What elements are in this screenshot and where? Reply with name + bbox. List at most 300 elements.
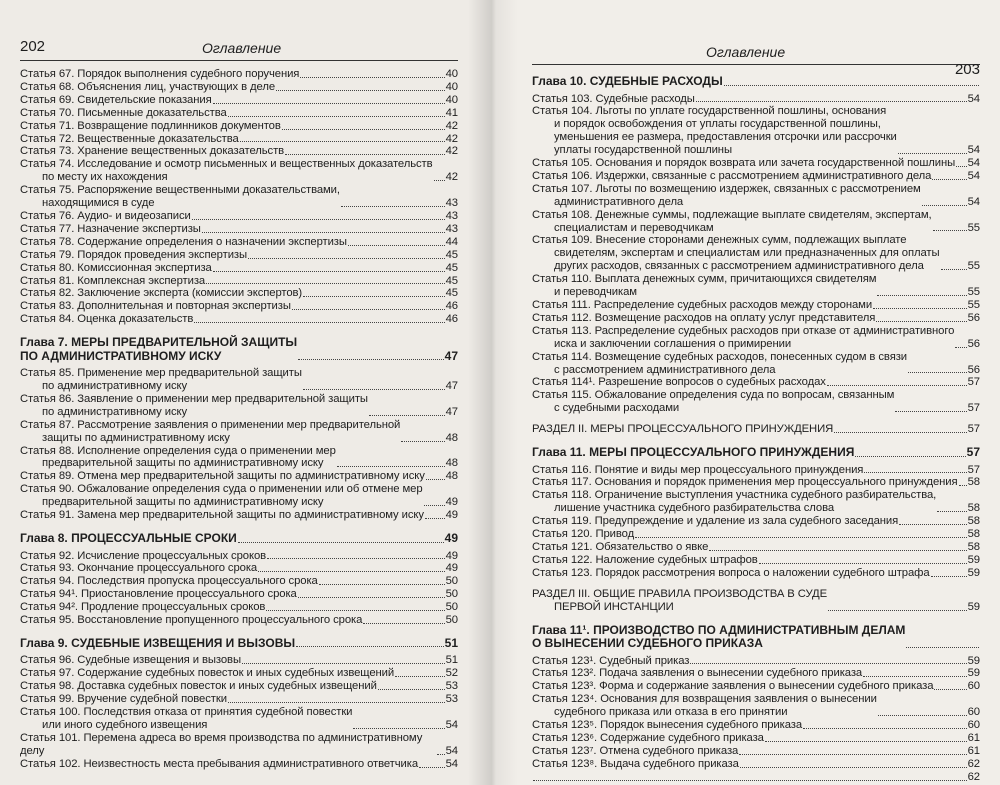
toc-entry-line: Статья 94¹. Приостановление процессуального срока (20, 588, 297, 601)
dot-leader (285, 154, 445, 155)
toc-section-heading (532, 588, 980, 614)
toc-entry-title (532, 170, 931, 183)
toc-entry-line: Статья 85. Применение мер предварительной защиты (20, 367, 302, 380)
dot-leader (240, 141, 445, 142)
dot-leader (276, 90, 445, 91)
toc-entry-line: Статья 101. Перемена адреса во время производства по административному делу (20, 731, 423, 757)
toc-page-number: 55 (967, 299, 980, 311)
toc-entry-continuation: с рассмотрением административного дела (554, 363, 776, 376)
toc-entry-title (20, 419, 400, 445)
dot-leader (827, 385, 967, 386)
toc-entry-continuation: предварительной защиты по административному иску (42, 457, 324, 470)
toc-entry-title (532, 464, 863, 477)
toc-entry-title (20, 706, 352, 732)
toc-entry-line: Глава 7. МЕРЫ ПРЕДВАРИТЕЛЬНОЙ ЗАЩИТЫ (20, 335, 298, 350)
toc-entry-line: Статья 97. Содержание судебных повесток и иных судебных извещений (20, 667, 395, 680)
toc-entry (20, 509, 458, 522)
toc-entry (20, 184, 458, 210)
dot-leader (956, 166, 966, 167)
toc-entry-title (532, 389, 894, 415)
right-page-number: 203 (954, 61, 980, 78)
toc-entry-title (532, 680, 933, 693)
toc-entry-line: Статья 120. Привод (532, 528, 635, 541)
toc-entry (532, 680, 980, 693)
toc-page-number: 47 (445, 405, 458, 418)
toc-page-number: 59 (967, 566, 980, 579)
toc-page-number: 49 (445, 549, 458, 562)
dot-leader (739, 754, 966, 755)
toc-entry-title (20, 184, 340, 210)
toc-entry (20, 313, 458, 326)
toc-entry-title (20, 68, 299, 81)
dot-leader (348, 245, 445, 246)
toc-entry (532, 771, 980, 784)
toc-entry-continuation: предварительной защиты по административному иску (42, 496, 324, 509)
toc-page-number: 56 (967, 311, 980, 324)
toc-entry (20, 367, 458, 393)
toc-entry-title (20, 393, 368, 419)
toc-entry-title (532, 745, 738, 758)
dot-leader (248, 258, 445, 259)
toc-entry-title (532, 667, 862, 680)
toc-entry-title (20, 236, 347, 249)
toc-entry-continuation: О ВЫНЕСЕНИИ СУДЕБНОГО ПРИКАЗА (532, 636, 763, 651)
toc-page-number: 51 (444, 635, 458, 650)
toc-entry (20, 575, 458, 588)
toc-entry (20, 275, 458, 288)
dot-leader (803, 728, 967, 729)
toc-page-number: 54 (445, 757, 458, 770)
toc-page-number: 40 (445, 68, 458, 80)
toc-entry-line: Статья 109. Внесение сторонами денежных сумм, подлежащих выплате (532, 234, 907, 247)
toc-entry-line: Статья 110. Выплата денежных сумм, причитающихся свидетелям (532, 273, 877, 286)
toc-entry-line: Статья 75. Распоряжение вещественными доказательствами, (20, 184, 340, 197)
toc-entry-line: Статья 98. Доставка судебных повесток и иных судебных извещений (20, 680, 377, 693)
toc-entry-title (532, 376, 826, 389)
toc-entry-title (532, 209, 932, 235)
toc-entry-line: Статья 105. Основания и порядок возврата или зачета государственной пошлины (532, 157, 956, 170)
toc-entry (20, 145, 458, 158)
toc-entry (20, 210, 458, 223)
dot-leader (828, 610, 967, 611)
dot-leader (213, 103, 445, 104)
toc-entry-title (20, 532, 237, 546)
toc-entry-title (20, 693, 227, 706)
toc-entry-line: Статья 96. Судебные извещения и вызовы (20, 654, 241, 667)
toc-entry-title (20, 758, 418, 771)
toc-entry-title (20, 654, 241, 667)
toc-page-number: 44 (445, 235, 458, 248)
dot-leader (369, 415, 445, 416)
toc-entry (20, 249, 458, 262)
toc-entry-line: Статья 117. Основания и порядок применения мер процессуального принуждения (532, 476, 958, 489)
dot-leader (298, 359, 443, 360)
dot-leader (922, 205, 967, 206)
dot-leader (395, 676, 445, 677)
toc-entry-line: Статья 68. Объяснения лиц, участвующих в деле (20, 80, 276, 93)
toc-entry (20, 445, 458, 471)
toc-page-number: 61 (967, 744, 980, 757)
toc-entry-title (20, 509, 424, 522)
dot-leader (908, 372, 967, 373)
toc-page-number: 53 (445, 680, 458, 693)
toc-entry-line: Статья 86. Заявление о применении мер предварительной защиты (20, 392, 368, 405)
dot-leader (932, 179, 966, 180)
toc-entry-line: Статья 100. Последствия отказа от принятия судебной повестки (20, 706, 353, 719)
toc-page-number: 54 (967, 144, 980, 157)
left-page-number: 202 (20, 38, 46, 55)
dot-leader (353, 728, 444, 729)
dot-leader (424, 505, 445, 506)
toc-entry (532, 105, 980, 157)
dot-leader (425, 518, 445, 519)
left-toc-list (20, 68, 458, 771)
toc-entry-title (20, 262, 212, 275)
toc-entry-title (20, 588, 297, 601)
toc-entry (532, 389, 980, 415)
toc-page-number: 45 (445, 274, 458, 287)
toc-entry-line: Статья 80. Комиссионная экспертиза (20, 261, 212, 274)
dot-leader (194, 322, 444, 323)
toc-entry-line: Статья 123⁵. Порядок вынесения судебного приказа (532, 719, 803, 732)
toc-entry (20, 588, 458, 601)
toc-page-number: 60 (967, 680, 980, 693)
toc-page-number: 59 (967, 553, 980, 566)
toc-page-number: 48 (445, 431, 458, 444)
toc-page-number: 49 (445, 496, 458, 509)
toc-entry-line: Статья 108. Денежные суммы, подлежащие выплате свидетелям, экспертам, (532, 208, 932, 221)
toc-entry-continuation: уплаты государственной пошлины (554, 144, 732, 157)
toc-entry-line: Статья 70. Письменные доказательства (20, 106, 227, 119)
toc-entry-title (532, 157, 955, 170)
toc-entry-line: Статья 115. Обжалование определения суда по вопросам, связанным (532, 389, 895, 402)
toc-entry (532, 667, 980, 680)
dot-leader (228, 116, 445, 117)
toc-entry-line: Глава 11. МЕРЫ ПРОЦЕССУАЛЬНОГО ПРИНУЖДЕНИЯ (532, 445, 855, 460)
toc-entry-line: Статья 99. Вручение судебной повестки (20, 693, 227, 706)
toc-entry-line: Глава 8. ПРОЦЕССУАЛЬНЫЕ СРОКИ (20, 531, 237, 545)
toc-page-number: 57 (967, 376, 980, 389)
dot-leader (934, 689, 966, 690)
dot-leader (863, 676, 967, 677)
toc-entry (20, 236, 458, 249)
toc-entry-continuation: ПЕРВОЙ ИНСТАНЦИИ (554, 600, 674, 613)
toc-entry-line: Статья 123². Подача заявления о вынесении судебного приказа (532, 667, 863, 680)
toc-entry (532, 515, 980, 528)
dot-leader (834, 432, 966, 433)
toc-entry-continuation: и переводчикам (554, 286, 637, 299)
toc-entry-line: Глава 9. СУДЕБНЫЕ ИЗВЕЩЕНИЯ И ВЫЗОВЫ (20, 635, 296, 650)
right-running-title: Оглавление (706, 44, 786, 60)
toc-entry (20, 562, 458, 575)
toc-entry (20, 419, 458, 445)
toc-entry (532, 528, 980, 541)
toc-entry-line: Статья 123⁷. Отмена судебного приказа (532, 744, 739, 757)
toc-entry (20, 706, 458, 732)
toc-entry-line: Статья 82. Заключение эксперта (комиссии экспертов) (20, 287, 303, 300)
toc-entry-line: Статья 69. Свидетельские показания (20, 93, 212, 106)
toc-entry (532, 312, 980, 325)
toc-entry (20, 470, 458, 483)
toc-page-number: 58 (967, 528, 980, 541)
toc-entry (532, 351, 980, 377)
toc-entry-title (20, 120, 281, 133)
toc-entry-title (532, 693, 877, 719)
toc-page-number: 60 (967, 719, 980, 732)
dot-leader (709, 550, 966, 551)
dot-leader (378, 689, 445, 690)
toc-entry-line: Статья 107. Льготы по возмещению издержек, связанных с рассмотрением (532, 182, 921, 195)
toc-entry-line: Статья 121. Обязательство о явке (532, 541, 709, 553)
dot-leader (267, 558, 445, 559)
toc-page-number: 43 (445, 222, 458, 235)
toc-entry-title (532, 351, 907, 377)
toc-entry-title (20, 94, 212, 107)
dot-leader (724, 85, 979, 86)
dot-leader (434, 180, 445, 181)
toc-entry-title (532, 105, 897, 157)
dot-leader (258, 571, 445, 572)
dot-leader (202, 232, 445, 233)
toc-entry-title (20, 300, 291, 313)
toc-entry-title (20, 81, 275, 94)
toc-entry-title (532, 719, 802, 732)
toc-entry-title (532, 423, 833, 436)
toc-entry-title (20, 614, 362, 627)
toc-entry-title (532, 273, 876, 299)
dot-leader (873, 308, 967, 309)
toc-page-number: 58 (967, 541, 980, 553)
toc-entry-continuation: с судебными расходами (554, 402, 680, 415)
toc-page-number: 50 (445, 588, 458, 601)
toc-entry-line: Глава 10. СУДЕБНЫЕ РАСХОДЫ (532, 74, 723, 88)
dot-leader (933, 230, 967, 231)
toc-page-number: 57 (967, 402, 980, 415)
toc-entry-line: Статья 71. Возвращение подлинников документов (20, 119, 281, 132)
toc-chapter-heading (20, 637, 458, 651)
toc-entry-line: Статья 78. Содержание определения о назначении экспертизы (20, 235, 347, 248)
dot-leader (238, 542, 444, 543)
toc-entry (20, 262, 458, 275)
toc-entry (532, 273, 980, 299)
dot-leader (319, 584, 445, 585)
toc-entry (532, 93, 980, 106)
toc-chapter-heading (532, 75, 980, 89)
toc-page-number: 50 (445, 575, 458, 588)
toc-page-number: 54 (445, 744, 458, 757)
toc-entry-line: Статья 73. Хранение вещественных доказательств (20, 145, 285, 158)
dot-leader (242, 663, 445, 664)
toc-entry-line: Статья 81. Комплексная экспертиза (20, 274, 206, 287)
dot-leader (877, 295, 966, 296)
dot-leader (282, 129, 445, 130)
toc-page-number: 41 (445, 106, 458, 119)
toc-page-number: 58 (967, 502, 980, 515)
toc-page-number: 43 (445, 209, 458, 222)
toc-entry (20, 133, 458, 146)
dot-leader (401, 441, 444, 442)
toc-entry-continuation: специалистам и переводчикам (554, 221, 714, 234)
toc-page-number: 46 (445, 300, 458, 313)
toc-entry (20, 300, 458, 313)
toc-entry-continuation: административного дела (554, 195, 684, 208)
toc-entry-title (532, 446, 854, 460)
toc-chapter-heading (532, 624, 980, 651)
toc-page-number: 57 (967, 463, 980, 476)
toc-entry-title (20, 550, 266, 563)
toc-entry-title (20, 367, 302, 393)
toc-entry-continuation: и порядок освобождения от уплаты государственной пошлины, (554, 118, 881, 131)
toc-entry-line: Глава 11¹. ПРОИЗВОДСТВО ПО АДМИНИСТРАТИВНЫМ ДЕЛАМ (532, 622, 906, 637)
toc-entry-line: Статья 67. Порядок выполнения судебного поручения (20, 68, 300, 80)
toc-chapter-heading (532, 446, 980, 460)
toc-entry-title (20, 575, 318, 588)
toc-entry (532, 325, 980, 351)
toc-page-number: 57 (966, 445, 980, 460)
toc-entry-continuation: по месту их нахождения (42, 171, 168, 184)
toc-entry-line: Статья 111. Распределение судебных расходов между сторонами (532, 299, 873, 311)
toc-entry-title (532, 567, 930, 580)
dot-leader (690, 663, 966, 664)
toc-entry-continuation: по административному иску (42, 380, 188, 393)
toc-entry (532, 234, 980, 273)
toc-entry-title (20, 637, 295, 651)
toc-entry-title (20, 667, 394, 680)
toc-entry-title (20, 223, 201, 236)
dot-leader (228, 702, 445, 703)
toc-entry-title (532, 93, 695, 106)
toc-entry-line: Статья 88. Исполнение определения суда о применении мер (20, 444, 336, 457)
toc-entry-line: Статья 92. Исчисление процессуальных сроков (20, 549, 267, 562)
toc-entry (20, 81, 458, 94)
toc-entry-continuation: иска и заключении соглашения о примирении (554, 337, 792, 350)
toc-page-number: 54 (967, 92, 980, 105)
toc-entry-title (20, 158, 433, 184)
toc-entry-line: Статья 79. Порядок проведения экспертизы (20, 248, 248, 261)
toc-entry-line: Статья 113. Распределение судебных расходов при отказе от административного (532, 324, 955, 337)
toc-page-number: 61 (967, 731, 980, 744)
toc-entry (20, 68, 458, 81)
toc-page-number: 46 (445, 313, 458, 326)
toc-entry-continuation: свидетелям, экспертам и специалистам или предназначенных для оплаты (554, 247, 940, 260)
toc-entry-title (532, 299, 872, 312)
right-page-header (532, 30, 980, 78)
toc-page-number: 59 (967, 600, 980, 613)
toc-page-number: 45 (445, 261, 458, 274)
toc-entry-line: Статья 94². Продление процессуальных сроков (20, 601, 266, 614)
toc-entry-line: Статья 114. Возмещение судебных расходов, понесенных судом в связи (532, 350, 908, 363)
dot-leader (941, 269, 967, 270)
toc-entry-line: Статья 89. Отмена мер предварительной защиты по административному иску (20, 470, 425, 483)
dot-leader (895, 411, 966, 412)
toc-entry-line: Статья 84. Оценка доказательств (20, 313, 194, 326)
toc-entry (532, 183, 980, 209)
toc-entry-title (20, 483, 423, 509)
toc-entry-title (532, 758, 739, 771)
dot-leader (213, 271, 445, 272)
dot-leader (337, 466, 445, 467)
toc-entry (20, 107, 458, 120)
toc-entry-title (20, 313, 193, 326)
toc-entry (20, 550, 458, 563)
toc-entry-title (532, 655, 689, 668)
dot-leader (906, 647, 979, 648)
dot-leader (955, 347, 966, 348)
toc-entry-line: Статья 123⁸. Выдача судебного приказа (532, 757, 739, 770)
toc-entry-title (532, 528, 634, 541)
toc-entry-line: Статья 72. Вещественные доказательства (20, 132, 239, 145)
toc-entry-title (20, 133, 239, 146)
toc-entry-title (532, 541, 708, 554)
toc-entry-line: Статья 118. Ограничение выступления участника судебного разбирательства, (532, 489, 937, 502)
toc-entry (532, 693, 980, 719)
toc-entry-title (20, 445, 336, 471)
toc-entry-line: Статья 123. Порядок рассмотрения вопроса о наложении судебного штрафа (532, 566, 930, 579)
dot-leader (878, 715, 967, 716)
toc-page-number: 56 (967, 337, 980, 350)
toc-entry-line: Статья 112. Возмещение расходов на оплату услуг представителя (532, 311, 876, 324)
toc-entry (532, 464, 980, 477)
dot-leader (864, 472, 966, 473)
dot-leader (341, 206, 445, 207)
dot-leader (426, 479, 445, 480)
dot-leader (765, 741, 967, 742)
toc-entry-title (20, 287, 302, 300)
dot-leader (296, 646, 444, 647)
toc-entry-continuation: судебного приказа или отказа в его принятии (554, 706, 788, 719)
toc-entry (20, 94, 458, 107)
toc-entry-title (532, 476, 958, 489)
toc-entry-continuation: по административному иску (42, 405, 188, 418)
dot-leader (363, 623, 444, 624)
toc-entry-title (532, 732, 764, 745)
toc-entry-title (532, 489, 936, 515)
toc-entry (20, 654, 458, 667)
toc-entry (20, 287, 458, 300)
toc-entry-line: Статья 91. Замена мер предварительной защиты по административному иску (20, 509, 424, 522)
toc-page-number: 43 (445, 197, 458, 210)
toc-entry (20, 693, 458, 706)
toc-entry-line: Статья 94. Последствия пропуска процессуального срока (20, 575, 318, 588)
toc-section-heading (532, 423, 980, 436)
toc-entry-title (20, 275, 205, 288)
toc-entry-title (20, 336, 297, 363)
toc-page-number: 57 (967, 423, 980, 436)
toc-entry (20, 614, 458, 627)
toc-entry (20, 223, 458, 236)
toc-page-number: 54 (967, 169, 980, 182)
toc-entry (532, 758, 980, 771)
toc-page-number: 60 (967, 706, 980, 719)
toc-page-number: 56 (967, 363, 980, 376)
right-page (492, 0, 1000, 785)
left-page-header (20, 26, 458, 61)
toc-entry (20, 483, 458, 509)
dot-leader (292, 309, 445, 310)
toc-entry-title (20, 470, 425, 483)
dot-leader (533, 780, 967, 781)
dot-leader (937, 511, 966, 512)
toc-entry-line: Статья 83. Дополнительная и повторная экспертизы (20, 300, 291, 313)
toc-entry (532, 209, 980, 235)
toc-page-number: 49 (445, 562, 458, 575)
toc-page-number: 47 (444, 348, 458, 363)
toc-page-number: 42 (445, 145, 458, 158)
dot-leader (300, 77, 444, 78)
toc-page-number: 54 (445, 718, 458, 731)
toc-entry-line: Статья 95. Восстановление пропущенного процессуального срока (20, 614, 363, 627)
dot-leader (759, 563, 967, 564)
